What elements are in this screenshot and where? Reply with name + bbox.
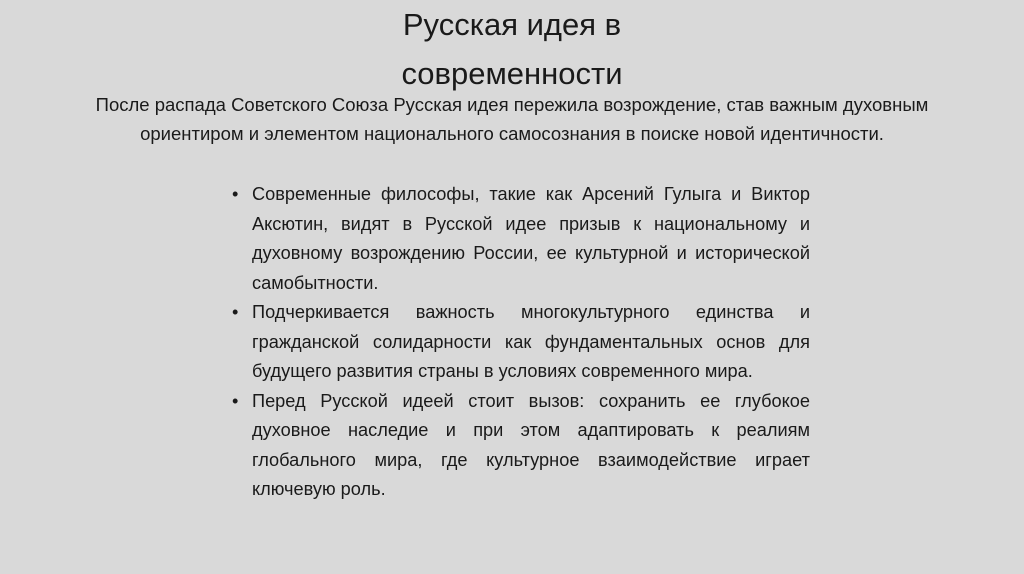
- bullet-item-3: [232, 387, 810, 505]
- bullet-text-3: Перед Русской идеей стоит вызов: сохранить ее глубокое духовное наследие и при этом адаптировать к реалиям глобального мира, где культурное взаимодействие играет ключевую роль.: [252, 390, 810, 499]
- bullet-text-2: Подчеркивается важность многокультурного единства и гражданской солидарности как фундаментальных основ для будущего развития страны в условиях современного мира.: [252, 302, 810, 381]
- bullet-item-1: [232, 180, 810, 298]
- slide-title-line-1: Русская идея в: [402, 7, 622, 42]
- slide-title-line-2: современности: [401, 56, 623, 91]
- bullet-item-2: [232, 298, 810, 387]
- bullet-marker: •: [232, 184, 239, 204]
- slide-title: [0, 0, 1024, 98]
- bullet-list: [232, 180, 810, 505]
- bullet-marker: •: [232, 302, 239, 322]
- slide-subtitle: После распада Советского Союза Русская идея пережила возрождение, став важным духовным ориентиром и элементом национального самосознания в поиске новой идентичности.: [95, 94, 929, 144]
- bullet-marker: •: [232, 390, 239, 411]
- bullet-text-1: Современные философы, такие как Арсений Гулыга и Виктор Аксютин, видят в Русской идее призыв к национальному и духовному возрождению России, ее культурной и исторической самобытности.: [252, 184, 810, 293]
